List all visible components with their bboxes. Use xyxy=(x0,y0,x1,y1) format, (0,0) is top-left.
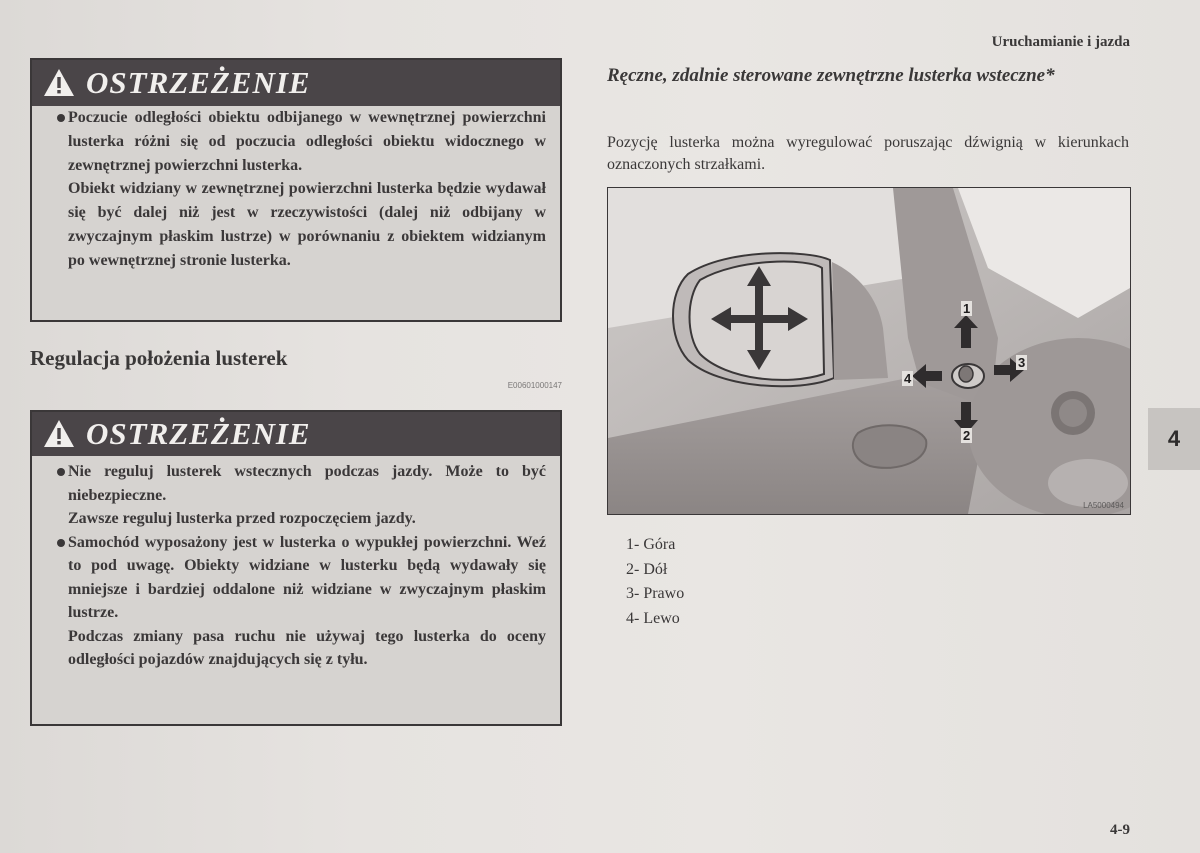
warning-paragraph: Zawsze reguluj lusterka przed rozpoczęciem jazdy. xyxy=(68,510,416,527)
mirror-section-title: Ręczne, zdalnie sterowane zewnętrzne lusterka wsteczne* xyxy=(607,65,1055,86)
warning-header xyxy=(32,60,560,106)
legend-item: 1- Góra xyxy=(626,536,676,553)
legend-item: 3- Prawo xyxy=(626,585,685,602)
page-number: 4-9 xyxy=(1110,822,1130,838)
warning-body xyxy=(32,456,560,672)
warning-title: OSTRZEŻENIE xyxy=(86,65,311,100)
legend-item: 4- Lewo xyxy=(626,609,680,627)
bullet-icon xyxy=(57,539,65,547)
warning-header xyxy=(32,412,560,456)
section-code: E00601000147 xyxy=(507,381,562,390)
warning-title: OSTRZEŻENIE xyxy=(86,416,311,451)
running-header: Uruchamianie i jazda xyxy=(991,34,1130,50)
warning-box-2 xyxy=(30,410,562,726)
warning-paragraph: Podczas zmiany pasa ruchu nie używaj tego lusterka do oceny odległości pojazdów znajdujących się z tyłu. xyxy=(68,627,546,668)
legend-item: 2- Dół xyxy=(626,560,668,578)
chapter-tab: 4 xyxy=(1148,408,1200,470)
warning-paragraph: Poczucie odległości obiektu odbijanego w wewnętrznej powierzchni lusterka różni się od poczucia odległości obiektu widocznego w zewnętrznej powierzchni lusterka. xyxy=(68,106,546,177)
warning-paragraph: Nie reguluj lusterek wstecznych podczas jazdy. Może to być niebezpieczne. xyxy=(68,460,546,507)
warning-triangle-icon xyxy=(42,66,76,100)
warning-paragraph: Obiekt widziany w zewnętrznej powierzchni lusterka będzie wydawał się być dalej niż jest w rzeczywistości (dalej niż odbijany w zwyczajnym płaskim lustrze) w porównaniu z obiektem widzianym po wewnętrznej stronie lusterka. xyxy=(68,180,546,269)
bullet-icon xyxy=(57,114,65,122)
warning-paragraph: Samochód wyposażony jest w lusterka o wypukłej powierzchni. Weź to pod uwagę. Obiekty widziane w lusterku będą wydawały się mniejsze i bardziej oddalone niż widziane w zwyczajnym płaskim lustrze. xyxy=(68,531,546,625)
warning-box-1 xyxy=(30,58,562,322)
figure-label-up: 1 xyxy=(963,301,971,316)
figure-label-left: 4 xyxy=(904,371,912,386)
figure-code: LA5000494 xyxy=(1083,501,1124,510)
section-title: Regulacja położenia lusterek xyxy=(30,346,288,370)
warning-body xyxy=(32,106,560,273)
figure-label-right: 3 xyxy=(1018,355,1026,370)
bullet-icon xyxy=(57,468,65,476)
direction-legend xyxy=(626,533,684,631)
mirror-adjustment-figure xyxy=(607,187,1131,515)
mirror-illustration xyxy=(608,188,1130,514)
warning-triangle-icon xyxy=(42,417,76,451)
figure-label-down: 2 xyxy=(963,428,971,443)
mirror-description: Pozycję lusterka można wyregulować poruszając dźwignią w kierunkach oznaczonych strzałkami. xyxy=(607,134,1129,173)
